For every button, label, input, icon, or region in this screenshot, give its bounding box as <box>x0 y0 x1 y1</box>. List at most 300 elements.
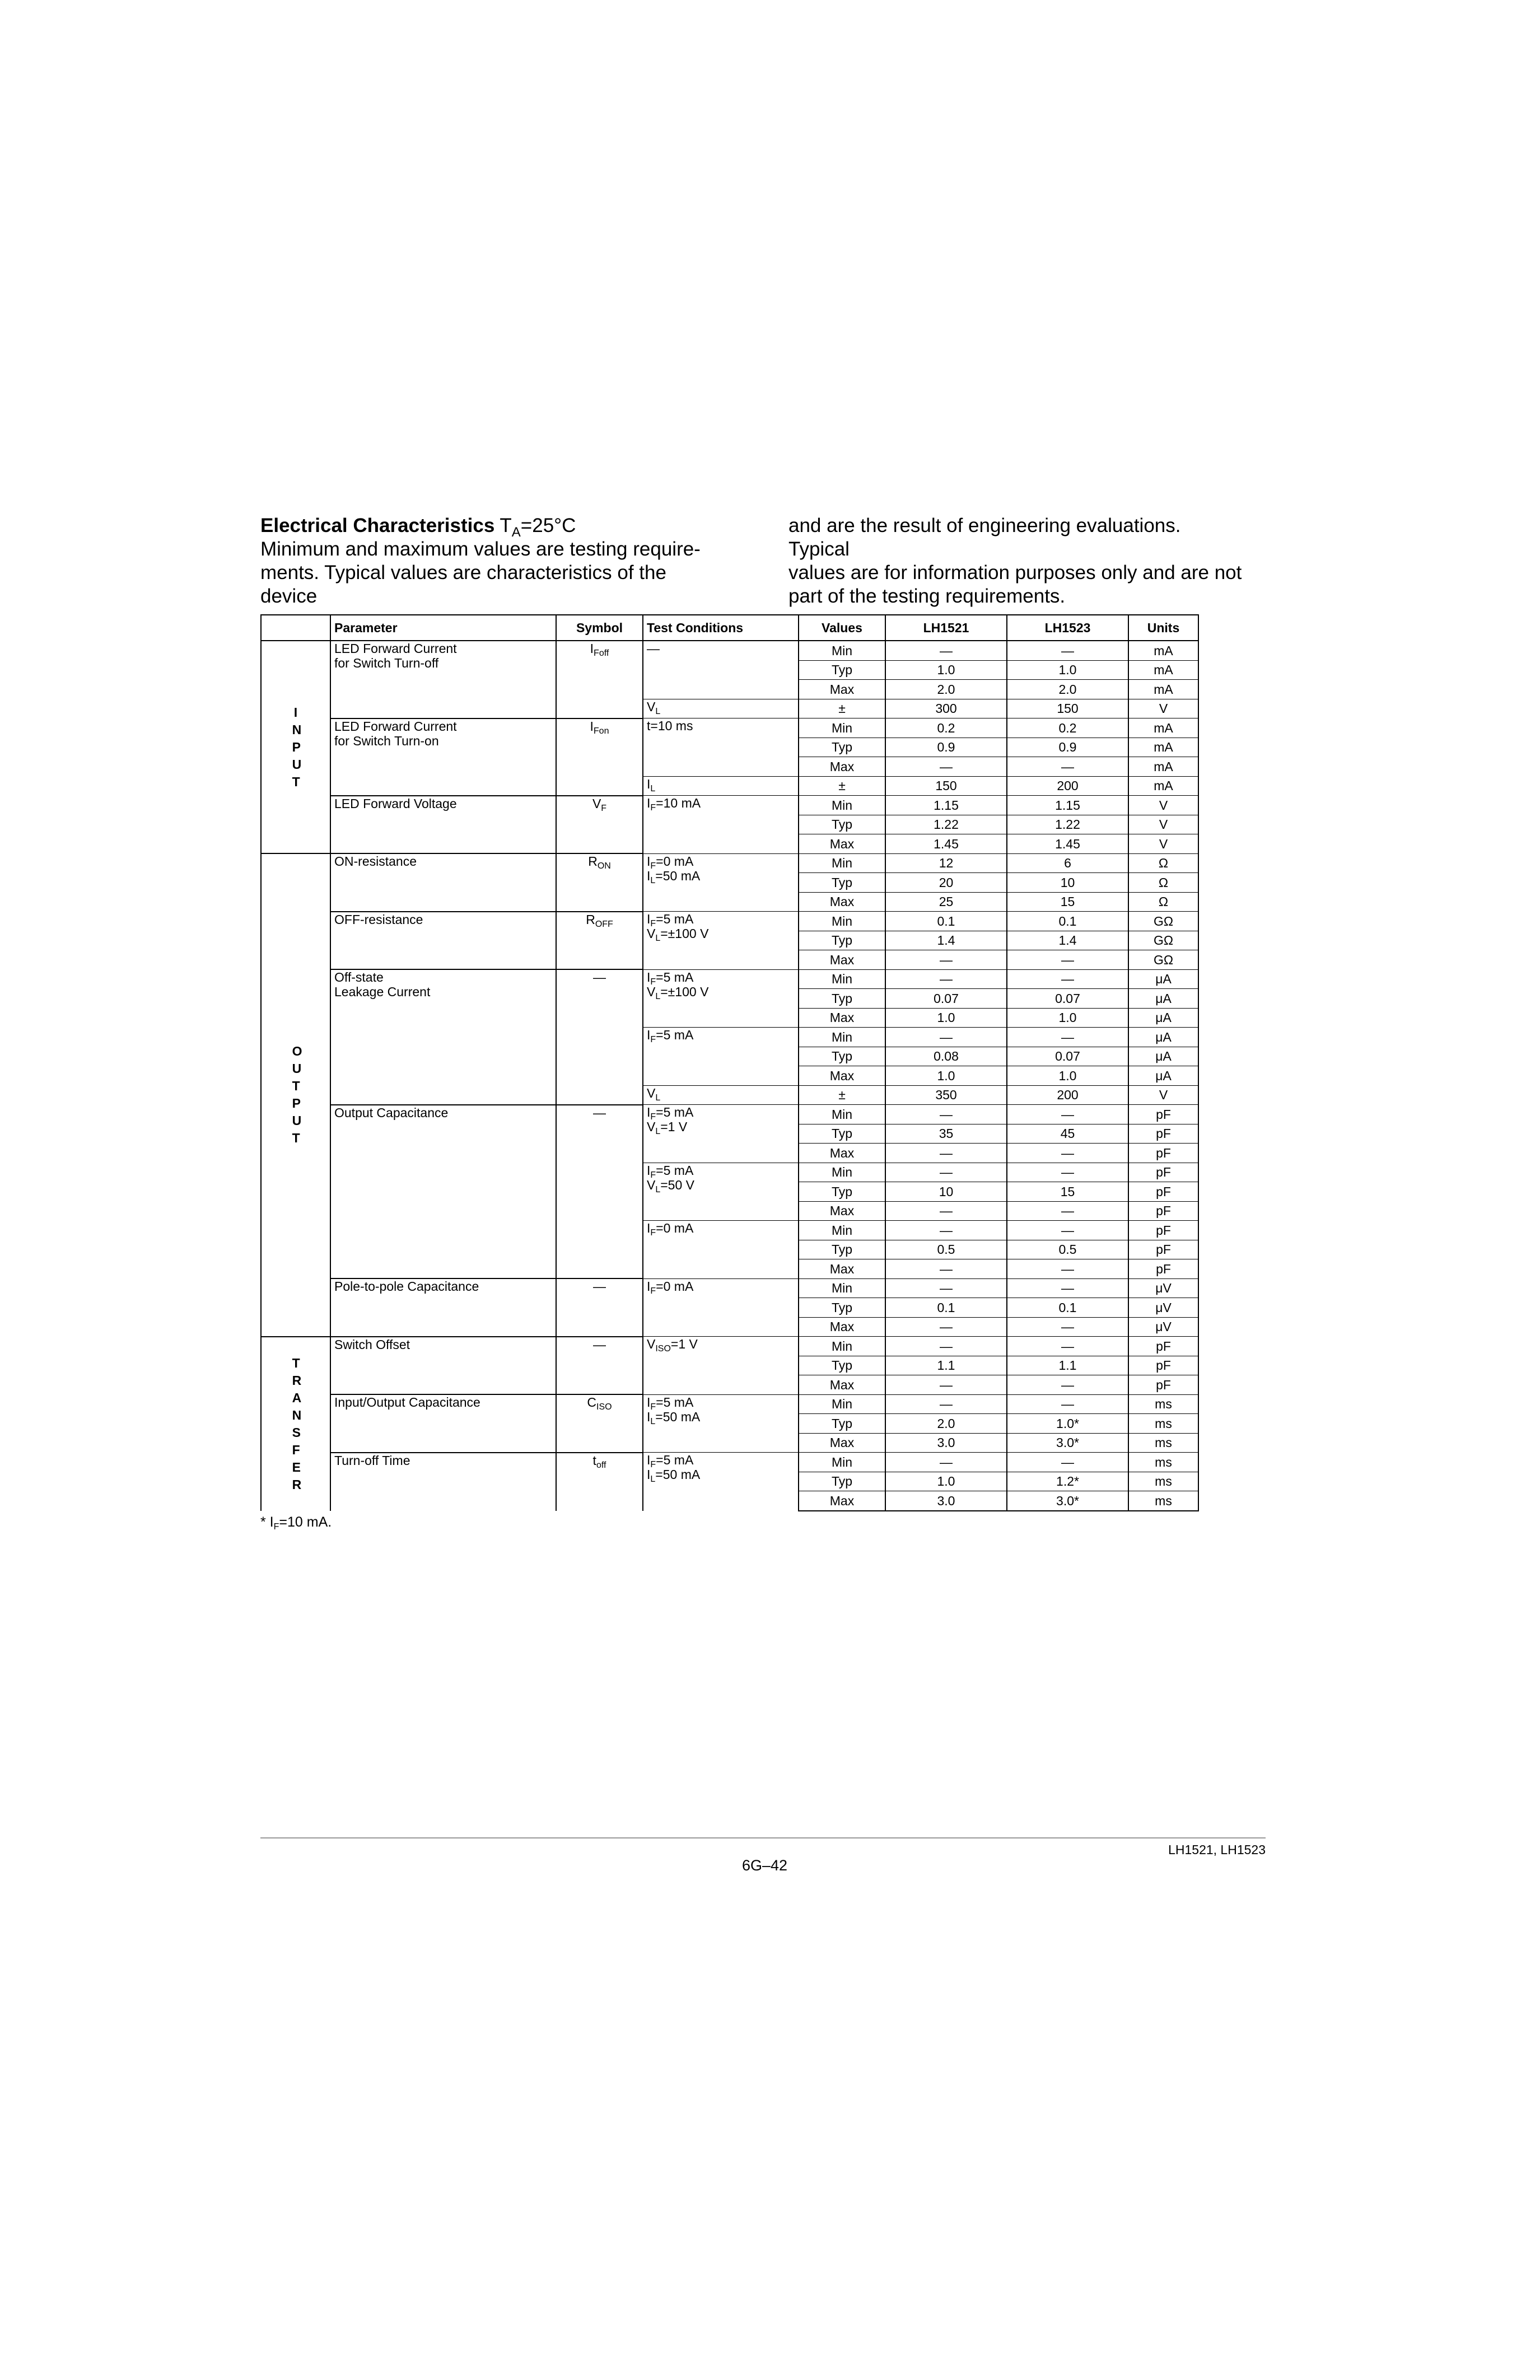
test-condition-line <box>647 854 795 869</box>
test-condition-cell <box>643 776 799 796</box>
intro-left-column <box>260 514 714 608</box>
symbol-sub: F <box>601 803 607 813</box>
footnote <box>260 1514 332 1530</box>
test-condition-cell <box>643 796 799 854</box>
tc-main: I <box>647 1453 651 1467</box>
table-header-row <box>261 615 1198 641</box>
values-cell: Min <box>799 1394 885 1414</box>
table-row <box>261 1394 1198 1414</box>
tc-main: I <box>647 1028 651 1042</box>
lh1521-cell: — <box>885 1375 1007 1395</box>
lh1523-cell: — <box>1007 1453 1128 1472</box>
tc-sub: F <box>650 1112 656 1122</box>
values-cell: Min <box>799 1028 885 1047</box>
units-cell: μV <box>1128 1317 1198 1337</box>
tc-value: =±100 V <box>660 984 709 999</box>
units-cell: mA <box>1128 757 1198 777</box>
test-condition-cell <box>643 1163 799 1221</box>
lh1523-cell: 3.0* <box>1007 1491 1128 1511</box>
section-title: Electrical Characteristics <box>260 515 495 536</box>
tc-main: — <box>647 641 660 656</box>
values-cell: Max <box>799 1259 885 1279</box>
intro-line: ments. Typical values are characteristics of the device <box>260 562 666 607</box>
units-cell: μA <box>1128 969 1198 989</box>
test-condition-line <box>647 1467 795 1482</box>
test-condition-cell <box>643 1453 799 1511</box>
lh1521-cell: 300 <box>885 699 1007 718</box>
symbol-sub: ISO <box>596 1402 612 1412</box>
lh1523-cell: 2.0 <box>1007 680 1128 699</box>
lh1521-cell: 0.1 <box>885 912 1007 931</box>
tc-main: I <box>647 1163 651 1178</box>
test-condition-cell <box>643 1105 799 1163</box>
values-cell: Min <box>799 1453 885 1472</box>
lh1521-cell: 3.0 <box>885 1491 1007 1511</box>
units-cell: pF <box>1128 1337 1198 1356</box>
values-cell: Typ <box>799 1182 885 1202</box>
parameter-cell <box>330 969 556 1105</box>
test-condition-line <box>647 699 795 714</box>
test-condition-line <box>647 926 795 941</box>
test-condition-line <box>647 776 795 794</box>
units-cell: μA <box>1128 989 1198 1009</box>
table-row <box>261 641 1198 660</box>
values-cell: Typ <box>799 1124 885 1144</box>
temp-cond-main: T <box>500 515 512 536</box>
table-row <box>261 969 1198 989</box>
values-cell: ± <box>799 699 885 718</box>
lh1523-cell: 45 <box>1007 1124 1128 1144</box>
tc-value: =10 mA <box>656 796 701 810</box>
values-cell: Max <box>799 1201 885 1221</box>
tc-value: =±100 V <box>660 926 709 941</box>
lh1521-cell: 10 <box>885 1182 1007 1202</box>
values-cell: Max <box>799 1317 885 1337</box>
symbol-main: t <box>592 1453 596 1468</box>
lh1523-cell: — <box>1007 1201 1128 1221</box>
tc-sub: L <box>655 1093 661 1103</box>
lh1523-cell: 200 <box>1007 776 1128 796</box>
tc-main: I <box>647 969 651 984</box>
units-cell: GΩ <box>1128 912 1198 931</box>
test-condition-cell <box>643 1028 799 1086</box>
tc-main: I <box>647 1409 651 1424</box>
lh1521-cell: 35 <box>885 1124 1007 1144</box>
tc-sub: F <box>650 803 656 813</box>
lh1521-cell: 1.0 <box>885 1066 1007 1086</box>
lh1523-cell: 1.0 <box>1007 1066 1128 1086</box>
values-cell: Typ <box>799 660 885 680</box>
lh1523-cell: 1.2* <box>1007 1472 1128 1491</box>
lh1523-cell: — <box>1007 1163 1128 1182</box>
tc-value: =50 mA <box>655 1467 701 1482</box>
values-cell: ± <box>799 1085 885 1105</box>
section-label <box>261 1337 330 1511</box>
parameter-line: LED Forward Voltage <box>334 796 457 811</box>
symbol-cell <box>556 1453 643 1511</box>
units-cell: Ω <box>1128 873 1198 893</box>
footer-rule <box>260 1837 1266 1838</box>
lh1523-cell: 1.0 <box>1007 1008 1128 1028</box>
table-row <box>261 718 1198 738</box>
test-condition-line <box>647 718 795 733</box>
tc-sub: L <box>655 1184 661 1194</box>
values-cell: Typ <box>799 873 885 893</box>
lh1521-cell: — <box>885 1221 1007 1240</box>
parameter-cell <box>330 1337 556 1395</box>
tc-main: I <box>647 1467 651 1482</box>
lh1521-cell: — <box>885 1337 1007 1356</box>
tc-main: V <box>647 1119 656 1134</box>
lh1523-cell: 1.22 <box>1007 815 1128 834</box>
symbol-cell <box>556 718 643 796</box>
values-cell: Max <box>799 834 885 854</box>
symbol-cell <box>556 641 643 718</box>
parameter-line: Leakage Current <box>334 984 431 999</box>
test-condition-line <box>647 1028 795 1042</box>
tc-sub: F <box>650 977 656 987</box>
test-condition-line <box>647 912 795 926</box>
symbol-main: — <box>593 1279 606 1294</box>
test-condition-cell <box>643 1394 799 1453</box>
test-condition-line <box>647 796 795 813</box>
lh1523-cell: 150 <box>1007 699 1128 718</box>
units-cell: μA <box>1128 1028 1198 1047</box>
header-test-conditions: Test Conditions <box>643 615 799 641</box>
lh1521-cell: 3.0 <box>885 1433 1007 1453</box>
tc-main: I <box>647 1221 651 1235</box>
symbol-main: V <box>592 796 601 811</box>
lh1523-cell: 1.15 <box>1007 796 1128 815</box>
symbol-cell <box>556 853 643 912</box>
lh1521-cell: 0.1 <box>885 1298 1007 1318</box>
symbol-sub: Fon <box>593 726 609 736</box>
units-cell: ms <box>1128 1491 1198 1511</box>
lh1523-cell: 1.1 <box>1007 1356 1128 1375</box>
test-condition-line <box>647 1337 795 1354</box>
tc-main: I <box>647 853 651 869</box>
parameter-line: OFF-resistance <box>334 912 423 927</box>
tc-value: =5 mA <box>656 1394 694 1410</box>
lh1521-cell: 1.15 <box>885 796 1007 815</box>
lh1521-cell: — <box>885 1163 1007 1182</box>
units-cell: pF <box>1128 1144 1198 1163</box>
symbol-main: — <box>593 1337 606 1352</box>
lh1521-cell: 1.0 <box>885 1472 1007 1491</box>
values-cell: Typ <box>799 1356 885 1375</box>
tc-sub: F <box>650 1402 656 1412</box>
lh1521-cell: — <box>885 1144 1007 1163</box>
units-cell: pF <box>1128 1259 1198 1279</box>
units-cell: Ω <box>1128 892 1198 912</box>
tc-main: V <box>647 1177 656 1192</box>
lh1523-cell: 0.1 <box>1007 1298 1128 1318</box>
parameter-cell <box>330 718 556 796</box>
tc-main: I <box>647 1278 651 1294</box>
test-condition-line <box>647 1453 795 1467</box>
tc-sub: L <box>655 991 661 1001</box>
lh1523-cell: — <box>1007 1259 1128 1279</box>
parameter-line: ON-resistance <box>334 854 417 869</box>
tc-sub: F <box>650 1035 656 1044</box>
symbol-main: I <box>590 641 594 656</box>
tc-sub: ISO <box>655 1344 671 1354</box>
lh1521-cell: 0.2 <box>885 718 1007 738</box>
tc-value: =5 mA <box>656 1105 694 1119</box>
lh1523-cell: — <box>1007 969 1128 989</box>
values-cell: Typ <box>799 738 885 757</box>
values-cell: Max <box>799 1008 885 1028</box>
lh1521-cell: — <box>885 1028 1007 1047</box>
page-number: 6G–42 <box>742 1857 788 1874</box>
lh1523-cell: 0.9 <box>1007 738 1128 757</box>
values-cell: ± <box>799 776 885 796</box>
values-cell: Min <box>799 718 885 738</box>
units-cell: V <box>1128 834 1198 854</box>
values-cell: Min <box>799 1105 885 1124</box>
lh1523-cell: 1.0 <box>1007 660 1128 680</box>
table-row <box>261 796 1198 815</box>
lh1523-cell: 15 <box>1007 892 1128 912</box>
parameter-line: LED Forward Current <box>334 641 457 656</box>
tc-sub: L <box>650 783 656 794</box>
symbol-cell <box>556 1337 643 1395</box>
parameter-line: LED Forward Current <box>334 718 457 734</box>
parameter-cell <box>330 1394 556 1453</box>
parameter-cell <box>330 853 556 912</box>
lh1523-cell: 0.5 <box>1007 1240 1128 1259</box>
tc-value: =0 mA <box>656 853 694 869</box>
tc-sub: F <box>650 1170 656 1180</box>
values-cell: Min <box>799 1163 885 1182</box>
test-condition-line <box>647 1163 795 1178</box>
symbol-sub: OFF <box>595 919 613 929</box>
footnote-suffix: =10 mA. <box>279 1514 332 1530</box>
symbol-main: R <box>586 912 595 927</box>
lh1523-cell: — <box>1007 1375 1128 1395</box>
units-cell: V <box>1128 815 1198 834</box>
footnote-prefix: * I <box>260 1514 274 1530</box>
tc-value: =5 mA <box>656 1163 694 1178</box>
lh1523-cell: 1.4 <box>1007 931 1128 950</box>
lh1521-cell: 0.08 <box>885 1047 1007 1066</box>
units-cell: GΩ <box>1128 950 1198 970</box>
units-cell: GΩ <box>1128 931 1198 950</box>
lh1521-cell: 20 <box>885 873 1007 893</box>
lh1523-cell: 6 <box>1007 853 1128 873</box>
symbol-main: R <box>588 854 598 869</box>
section-label <box>261 853 330 1337</box>
lh1523-cell: — <box>1007 1337 1128 1356</box>
lh1523-cell: 1.45 <box>1007 834 1128 854</box>
section-label-text: TRANSFER <box>292 1355 302 1492</box>
lh1523-cell: — <box>1007 950 1128 970</box>
intro-line: values are for information purposes only and are not <box>788 562 1242 584</box>
lh1521-cell: 150 <box>885 776 1007 796</box>
header-lh1521: LH1521 <box>885 615 1007 641</box>
parameter-cell <box>330 1453 556 1511</box>
values-cell: Typ <box>799 1240 885 1259</box>
lh1523-cell: 0.07 <box>1007 1047 1128 1066</box>
lh1523-cell: — <box>1007 1105 1128 1124</box>
lh1523-cell: — <box>1007 1317 1128 1337</box>
units-cell: ms <box>1128 1414 1198 1434</box>
lh1523-cell: — <box>1007 1144 1128 1163</box>
test-condition-cell <box>643 853 799 912</box>
tc-main: I <box>647 1105 651 1119</box>
lh1521-cell: — <box>885 969 1007 989</box>
lh1523-cell: 0.1 <box>1007 912 1128 931</box>
parameter-line: for Switch Turn-off <box>334 656 439 670</box>
footnote-sub: F <box>273 1522 279 1532</box>
parameter-cell <box>330 641 556 718</box>
header-parameter: Parameter <box>330 615 556 641</box>
values-cell: Typ <box>799 1298 885 1318</box>
table-row <box>261 1105 1198 1124</box>
test-condition-cell <box>643 1278 799 1337</box>
units-cell: pF <box>1128 1163 1198 1182</box>
symbol-main: I <box>590 718 594 734</box>
test-condition-cell <box>643 969 799 1028</box>
values-cell: Typ <box>799 815 885 834</box>
tc-main: V <box>647 926 656 941</box>
lh1521-cell: 0.07 <box>885 989 1007 1009</box>
lh1523-cell: — <box>1007 1221 1128 1240</box>
values-cell: Typ <box>799 989 885 1009</box>
test-condition-line <box>647 984 795 999</box>
intro-line: Minimum and maximum values are testing require- <box>260 538 701 560</box>
units-cell: mA <box>1128 718 1198 738</box>
units-cell: V <box>1128 699 1198 718</box>
units-cell: pF <box>1128 1182 1198 1202</box>
test-condition-line <box>647 1119 795 1134</box>
parameter-line: for Switch Turn-on <box>334 733 439 748</box>
symbol-main: — <box>593 970 606 984</box>
symbol-cell <box>556 1278 643 1337</box>
test-condition-line <box>647 1085 795 1103</box>
lh1521-cell: 2.0 <box>885 680 1007 699</box>
test-condition-line <box>647 1221 795 1238</box>
symbol-cell <box>556 969 643 1105</box>
temp-cond-value: =25°C <box>520 515 576 536</box>
parameter-cell <box>330 1105 556 1279</box>
tc-value: =5 mA <box>656 969 694 984</box>
lh1523-cell: — <box>1007 1394 1128 1414</box>
lh1521-cell: — <box>885 1453 1007 1472</box>
test-condition-line <box>647 1178 795 1192</box>
units-cell: mA <box>1128 738 1198 757</box>
units-cell: pF <box>1128 1356 1198 1375</box>
header-units: Units <box>1128 615 1198 641</box>
test-condition-line <box>647 1395 795 1410</box>
lh1521-cell: — <box>885 1278 1007 1298</box>
intro-line: part of the testing requirements. <box>788 585 1066 607</box>
electrical-characteristics-table <box>260 614 1199 1511</box>
lh1521-cell: 1.4 <box>885 931 1007 950</box>
lh1521-cell: — <box>885 641 1007 660</box>
table-row <box>261 853 1198 873</box>
test-condition-cell <box>643 912 799 970</box>
tc-value: =5 mA <box>656 912 694 926</box>
parameter-cell <box>330 912 556 970</box>
values-cell: Min <box>799 641 885 660</box>
lh1521-cell: — <box>885 950 1007 970</box>
parameter-line: Off-state <box>334 970 384 984</box>
tc-value: =0 mA <box>656 1221 694 1235</box>
parameter-cell <box>330 796 556 854</box>
tc-main: V <box>647 1337 656 1351</box>
table-row <box>261 1453 1198 1472</box>
tc-main: I <box>647 796 651 810</box>
units-cell: V <box>1128 796 1198 815</box>
lh1521-cell: — <box>885 1105 1007 1124</box>
lh1521-cell: 1.0 <box>885 1008 1007 1028</box>
tc-value: =5 mA <box>656 1028 694 1042</box>
values-cell: Min <box>799 912 885 931</box>
values-cell: Typ <box>799 1047 885 1066</box>
header-section <box>261 615 330 641</box>
lh1523-cell: 1.0* <box>1007 1414 1128 1434</box>
lh1523-cell: — <box>1007 1028 1128 1047</box>
symbol-sub: ON <box>597 861 611 871</box>
lh1523-cell: 10 <box>1007 873 1128 893</box>
footer-doc-id: LH1521, LH1523 <box>1168 1842 1266 1857</box>
tc-value: =50 V <box>660 1177 694 1192</box>
values-cell: Min <box>799 969 885 989</box>
tc-main: V <box>647 1085 656 1100</box>
units-cell: ms <box>1128 1453 1198 1472</box>
test-condition-line <box>647 641 795 656</box>
values-cell: Max <box>799 1375 885 1395</box>
test-condition-cell <box>643 718 799 777</box>
tc-sub: F <box>650 1228 656 1238</box>
units-cell: ms <box>1128 1394 1198 1414</box>
units-cell: pF <box>1128 1375 1198 1395</box>
tc-main: I <box>647 776 651 791</box>
header-symbol: Symbol <box>556 615 643 641</box>
intro-line: and are the result of engineering evaluations. Typical <box>788 515 1181 560</box>
tc-main: I <box>647 912 651 926</box>
lh1521-cell: — <box>885 1259 1007 1279</box>
symbol-main: C <box>587 1395 597 1410</box>
symbol-sub: Foff <box>594 648 609 658</box>
lh1521-cell: — <box>885 1394 1007 1414</box>
parameter-cell <box>330 1278 556 1337</box>
values-cell: Max <box>799 1491 885 1511</box>
tc-main: I <box>647 1394 651 1410</box>
units-cell: mA <box>1128 680 1198 699</box>
table-row <box>261 1337 1198 1356</box>
values-cell: Max <box>799 757 885 777</box>
parameter-line: Switch Offset <box>334 1337 410 1352</box>
units-cell: μA <box>1128 1066 1198 1086</box>
units-cell: ms <box>1128 1433 1198 1453</box>
header-lh1523: LH1523 <box>1007 615 1128 641</box>
lh1523-cell: 3.0* <box>1007 1433 1128 1453</box>
lh1521-cell: 25 <box>885 892 1007 912</box>
tc-value: =0 mA <box>656 1278 694 1294</box>
test-condition-line <box>647 869 795 883</box>
units-cell: pF <box>1128 1105 1198 1124</box>
tc-sub: F <box>650 861 656 871</box>
units-cell: V <box>1128 1085 1198 1105</box>
lh1523-cell: 0.2 <box>1007 718 1128 738</box>
tc-sub: L <box>650 875 656 885</box>
tc-main: I <box>647 868 651 883</box>
lh1521-cell: — <box>885 1317 1007 1337</box>
parameter-line: Output Capacitance <box>334 1105 449 1120</box>
values-cell: Max <box>799 950 885 970</box>
